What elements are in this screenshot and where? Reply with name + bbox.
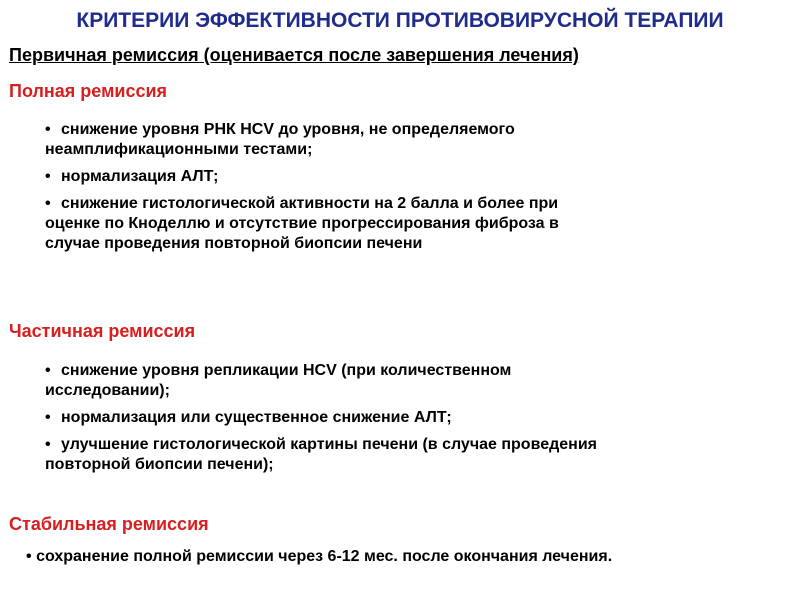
bullet: • bbox=[26, 548, 32, 565]
item-text-line: снижение уровня РНК HCV до уровня, не определяемого bbox=[61, 121, 515, 138]
section-subtitle: Первичная ремиссия (оценивается после завершения лечения) bbox=[9, 45, 579, 65]
item-text-line: улучшение гистологической картины печени (в случае проведения bbox=[61, 436, 597, 453]
list-item bbox=[28, 361, 597, 401]
list-item bbox=[28, 408, 597, 428]
list-item bbox=[26, 548, 612, 566]
item-text-line: нормализация АЛТ; bbox=[61, 168, 219, 185]
bullet: • bbox=[45, 195, 51, 212]
stable-remission-heading: Стабильная ремиссия bbox=[9, 514, 209, 534]
slide-title: КРИТЕРИИ ЭФФЕКТИВНОСТИ ПРОТИВОВИРУСНОЙ ТЕРАПИИ bbox=[76, 9, 724, 32]
bullet: • bbox=[45, 121, 51, 138]
list-item bbox=[28, 194, 559, 254]
list-item bbox=[28, 120, 559, 160]
bullet: • bbox=[45, 436, 51, 453]
item-text-line: сохранение полной ремиссии через 6-12 мес. после окончания лечения. bbox=[36, 548, 613, 565]
item-text-line: нормализация или существенное снижение АЛТ; bbox=[61, 409, 452, 426]
list-item bbox=[28, 167, 559, 187]
item-text-line: оценке по Кноделлю и отсутствие прогрессирования фиброза в bbox=[45, 215, 559, 232]
list-item bbox=[28, 435, 597, 475]
item-text-line: повторной биопсии печени); bbox=[45, 456, 274, 473]
item-text-line: снижение уровня репликации HCV (при количественном bbox=[61, 362, 512, 379]
item-text-line: исследовании); bbox=[45, 382, 170, 399]
item-text-line: неамплификационными тестами; bbox=[45, 141, 313, 158]
bullet: • bbox=[45, 409, 51, 426]
item-text-line: снижение гистологической активности на 2 балла и более при bbox=[61, 195, 559, 212]
partial-remission-list bbox=[28, 361, 597, 482]
partial-remission-heading: Частичная ремиссия bbox=[9, 321, 196, 341]
bullet: • bbox=[45, 168, 51, 185]
full-remission-heading: Полная ремиссия bbox=[9, 81, 168, 101]
item-text-line: случае проведения повторной биопсии печени bbox=[45, 235, 423, 252]
bullet: • bbox=[45, 362, 51, 379]
full-remission-list bbox=[28, 120, 559, 261]
